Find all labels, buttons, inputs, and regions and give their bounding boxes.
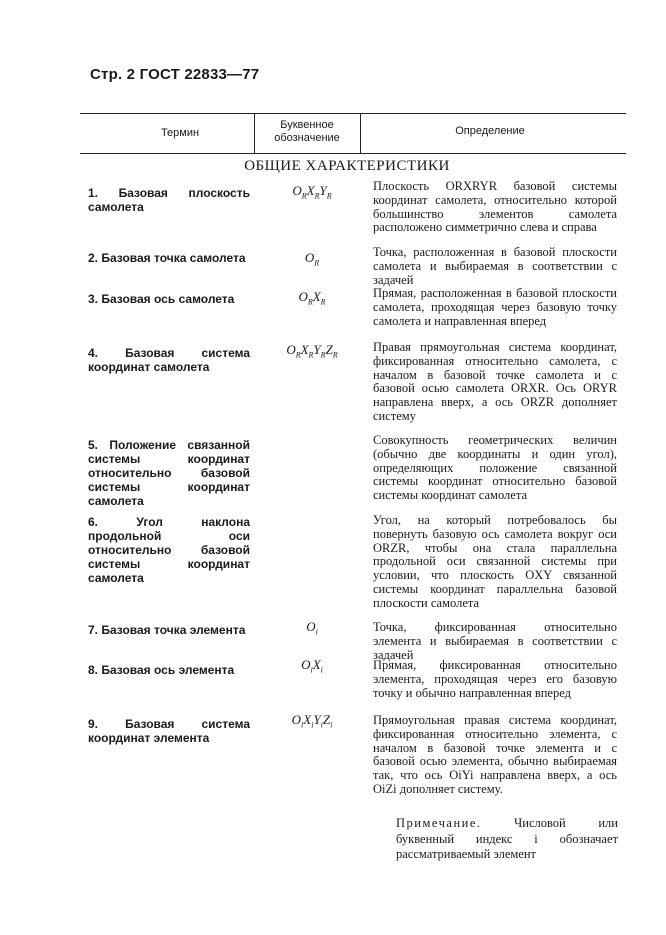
symbol-2: $O_R$ [304,250,320,268]
definition-5: Совокупность геометрических величин (обычно две координаты и один угол), определяющих положение связанной системы координат относительно базовой системы координат самолета [373,433,617,503]
column-divider-2 [360,113,361,153]
section-title: ОБЩИЕ ХАРАКТЕРИСТИКИ [244,158,450,174]
definition-2: Точка, расположенная в базовой плоскости самолета и выбираемая в соответствии с задачей [373,245,617,287]
column-divider-1 [254,113,255,153]
definition-1: Плоскость ORXRYR базовой системы координат самолета, относительно которой большинство элементов самолета расположено симметрично слева и справа [373,179,617,235]
symbol-1: $O_RX_RY_R$ [292,183,332,201]
definition-9: Прямоугольная правая система координат, фиксированная относительно элемента, с началом в базовой точке элемента и с базовой осью элемента, обычно выбираемая так, что ось OiYi направлена вверх, а ось OiZi дополняет систему. [373,713,617,796]
term-9: 9. Базовая система координат элемента [88,717,250,745]
term-1: 1. Базовая плоскость самолета [88,186,250,214]
definition-4: Правая прямоугольная система координат, фиксированная относительно самолета, с началом в базовой точке самолета и с базовой осью самолета ORXR. Ось ORYR направлена вверх, а ось ORZR дополняет систему [373,340,617,423]
term-3: 3. Базовая ось самолета [88,292,235,306]
table-top-rule [80,113,626,114]
column-header-definition: Определение [455,125,525,137]
definition-6: Угол, на который потребовалось бы повернуть базовую ось самолета вокруг оси ORZR, чтобы она стала параллельна продольной оси связанной системы при условии, что плоскость OXY связанной системы координат параллельна базовой плоскости самолета [373,513,617,610]
note-label: Примечание. [396,816,482,830]
table-header-rule [80,153,626,154]
definition-8: Прямая, фиксированная относительно элемента, проходящая через его базовую точку и обычно направленная вперед [373,658,617,700]
term-8: 8. Базовая ось элемента [88,663,235,677]
symbol-4: $O_RX_RY_RZ_R$ [286,342,338,360]
column-header-symbol: Буквенное обозначение [274,119,340,144]
definition-7: Точка, фиксированная относительно элемента и выбираемая в соответствии с задачей [373,620,617,662]
term-6: 6. Угол наклона продольной оси относительно базовой системы координат самолета [88,515,250,585]
note [396,816,618,863]
column-header-term: Термин [160,127,200,139]
term-5: 5. Положение связанной системы координат относительно базовой системы координат самолета [88,438,250,508]
page-header: Стр. 2 ГОСТ 22833—77 [90,66,260,83]
symbol-3: $O_RX_R$ [298,289,326,307]
term-4: 4. Базовая система координат самолета [88,346,250,374]
symbol-8: $O_iX_i$ [301,657,323,675]
symbol-7: $O_i$ [306,619,318,637]
term-2: 2. Базовая точка самолета [88,251,246,265]
symbol-9: $O_iX_iY_iZ_i$ [291,712,333,730]
definition-3: Прямая, расположенная в базовой плоскости самолета, проходящая через базовую точку самолета и направленная вперед [373,286,617,328]
note-text: Числовой или буквенный индекс i обозначает рассматриваемый элемент [396,816,618,861]
term-7: 7. Базовая точка элемента [88,623,246,637]
